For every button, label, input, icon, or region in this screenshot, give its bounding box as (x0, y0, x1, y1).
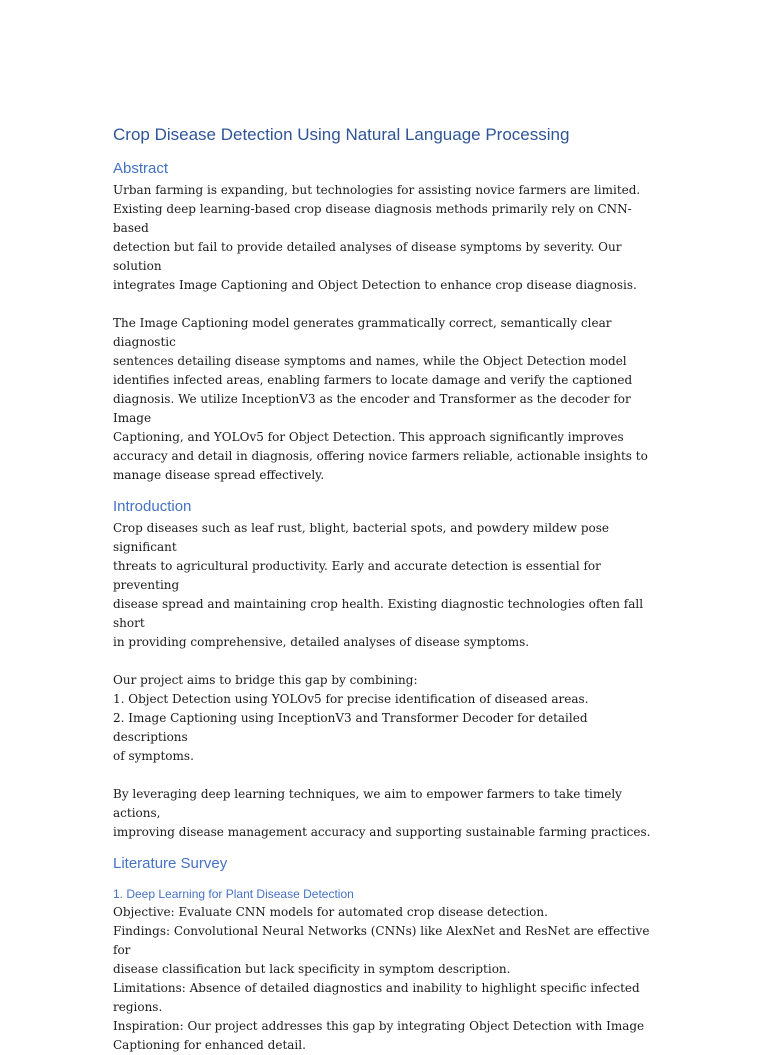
list-item: 2. Image Captioning using InceptionV3 and Transformer Decoder for detailed descriptions (113, 711, 588, 744)
text-line: Captioning for enhanced detail. (113, 1038, 306, 1052)
text-line: manage disease spread effectively. (113, 468, 325, 482)
text-line: By leveraging deep learning techniques, we aim to empower farmers to take timely actions, (113, 787, 622, 820)
paragraph-spacer (113, 766, 658, 785)
text-line: Our project aims to bridge this gap by combining: (113, 673, 418, 687)
text-line: Existing deep learning-based crop disease diagnosis methods primarily rely on CNN-based (113, 202, 632, 235)
abstract-paragraph-2 (113, 314, 658, 485)
text-line: Objective: Evaluate CNN models for automated crop disease detection. (113, 905, 548, 919)
text-line: of symptoms. (113, 749, 194, 763)
document-page (113, 125, 658, 1055)
introduction-paragraph-2 (113, 671, 658, 766)
text-line: regions. (113, 1000, 163, 1014)
section-spacer (113, 842, 658, 855)
text-line: integrates Image Captioning and Object Detection to enhance crop disease diagnosis. (113, 278, 637, 292)
text-line: diagnosis. We utilize InceptionV3 as the encoder and Transformer as the decoder for Image (113, 392, 631, 425)
literature-item-1-heading: 1. Deep Learning for Plant Disease Detection (113, 887, 354, 901)
text-line: Captioning, and YOLOv5 for Object Detection. This approach significantly improves (113, 430, 624, 444)
paragraph-spacer (113, 295, 658, 314)
text-line: detection but fail to provide detailed analyses of disease symptoms by severity. Our solution (113, 240, 622, 273)
text-line: Crop diseases such as leaf rust, blight, bacterial spots, and powdery mildew pose significant (113, 521, 610, 554)
text-line: improving disease management accuracy and supporting sustainable farming practices. (113, 825, 651, 839)
introduction-paragraph-1 (113, 519, 658, 652)
literature-item-1-body (113, 903, 658, 1055)
text-line: disease spread and maintaining crop health. Existing diagnostic technologies often fall short (113, 597, 644, 630)
literature-survey-heading: Literature Survey (113, 855, 228, 872)
list-item: 1. Object Detection using YOLOv5 for precise identification of diseased areas. (113, 692, 589, 706)
introduction-paragraph-3 (113, 785, 658, 842)
text-line: Findings: Convolutional Neural Networks (CNNs) like AlexNet and ResNet are effective for (113, 924, 650, 957)
text-line: identifies infected areas, enabling farmers to locate damage and verify the captioned (113, 373, 633, 387)
text-line: Urban farming is expanding, but technologies for assisting novice farmers are limited. (113, 183, 641, 197)
section-spacer (113, 485, 658, 498)
introduction-heading: Introduction (113, 498, 192, 515)
text-line: sentences detailing disease symptoms and names, while the Object Detection model (113, 354, 627, 368)
text-line: Inspiration: Our project addresses this gap by integrating Object Detection with Image (113, 1019, 645, 1033)
subsection-spacer (113, 876, 658, 887)
document-title: Crop Disease Detection Using Natural Language Processing (113, 125, 570, 144)
paragraph-spacer (113, 652, 658, 671)
text-line: The Image Captioning model generates grammatically correct, semantically clear diagnostic (113, 316, 612, 349)
text-line: accuracy and detail in diagnosis, offering novice farmers reliable, actionable insights to (113, 449, 648, 463)
text-line: threats to agricultural productivity. Early and accurate detection is essential for preventing (113, 559, 601, 592)
text-line: Limitations: Absence of detailed diagnostics and inability to highlight specific infected (113, 981, 640, 995)
text-line: in providing comprehensive, detailed analyses of disease symptoms. (113, 635, 530, 649)
text-line: disease classification but lack specificity in symptom description. (113, 962, 511, 976)
abstract-heading: Abstract (113, 160, 169, 177)
abstract-paragraph-1 (113, 181, 658, 295)
